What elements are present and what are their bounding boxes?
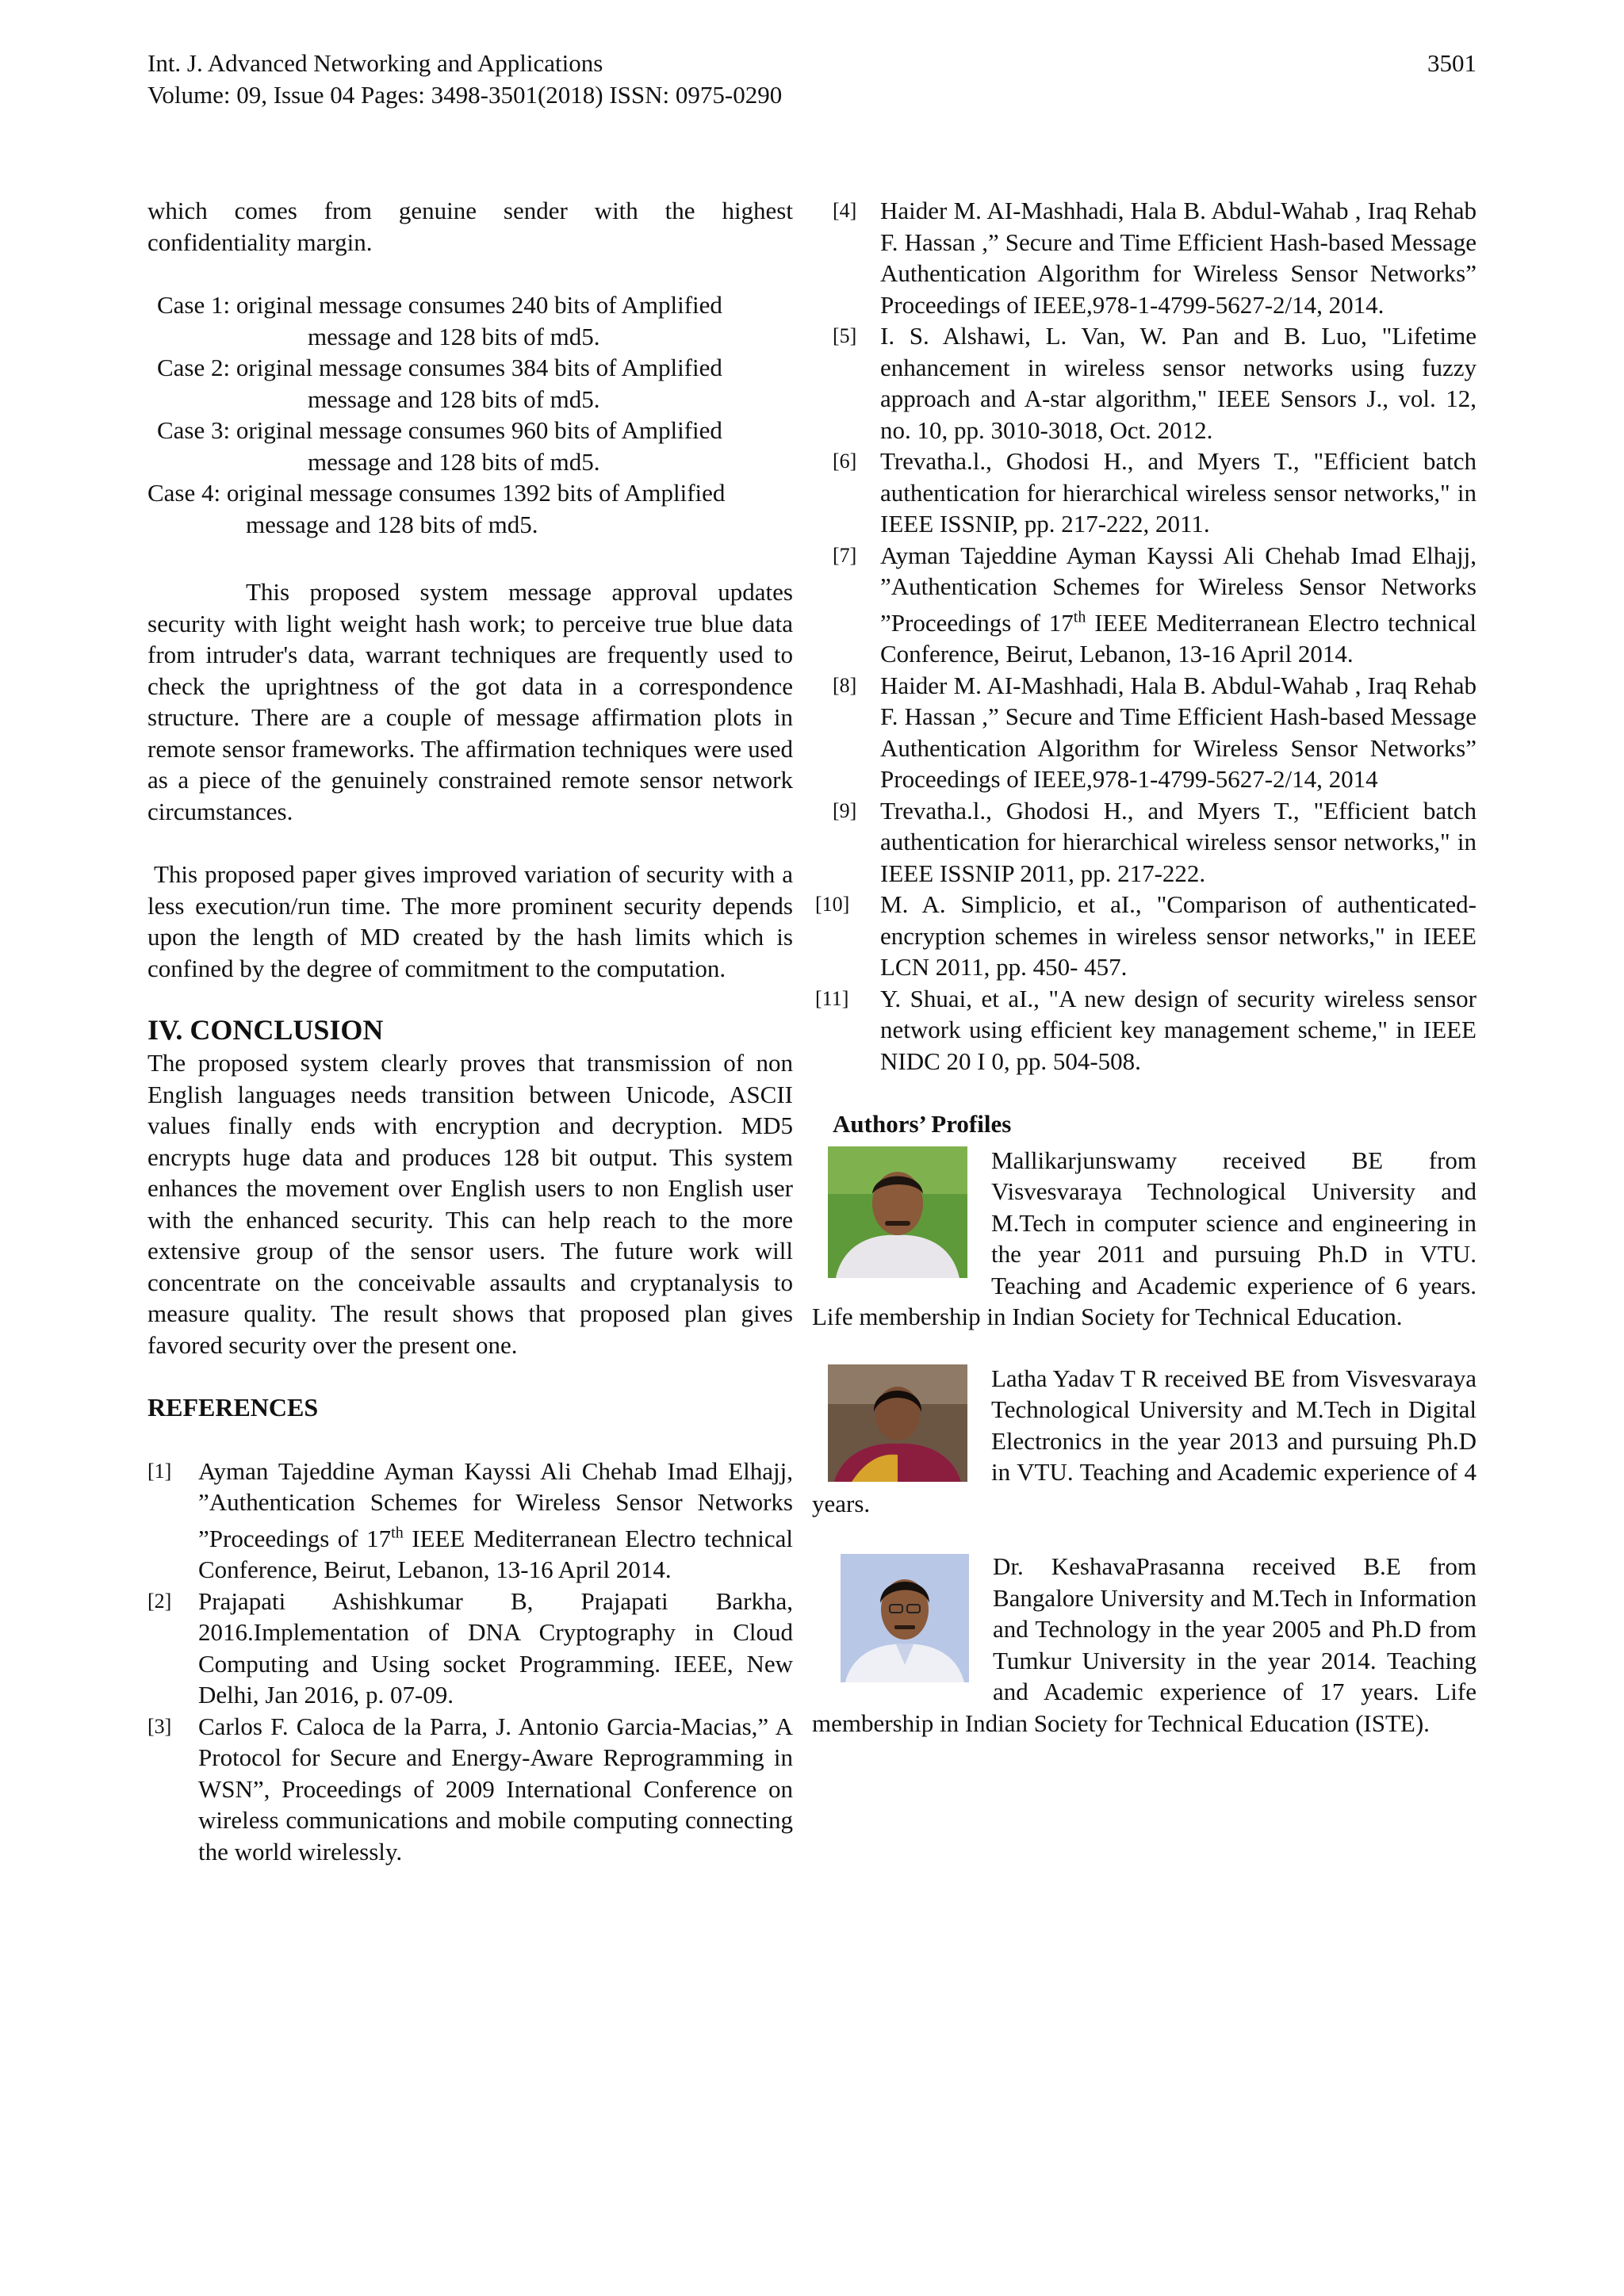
case-2: Case 2: original message consumes 384 bits of Amplified message and 128 bits of md5. (157, 354, 722, 413)
conclusion-text: The proposed system clearly proves that transmission of non English languages needs transition between Unicode, ASCII values finally ends with encryption and decryption. MD5 encrypts huge data and produces 128 bit output. This system enhances the movement over English users to non English user with the enhanced security. This can help reach to the more extensive group of the sensor users. The future work will concentrate on the conceivable assaults and cryptanalysis to measure quality. The result shows that proposed plan gives favored security over the present one. (147, 1049, 793, 1359)
author-profile (812, 1551, 1477, 1739)
reference-number: [1] (147, 1459, 172, 1483)
author-photo-image (841, 1554, 969, 1682)
body-paragraph-1: This proposed system message approval updates security with light weight hash work; to perceive true blue data from intruder's data, warrant techniques are frequently used to check the uprightness of the got data in a correspondence structure. There are a couple of message affirmation plots in remote sensor frameworks. The affirmation techniques were used as a piece of the genuinely constrained remote sensor network circumstances. (147, 578, 793, 825)
author-photo (841, 1554, 969, 1682)
reference-text: Haider M. AI-Mashhadi, Hala B. Abdul-Wahab , Iraq Rehab F. Hassan ,” Secure and Time Efficient Hash-based Message Authentication Algorithm for Wireless Sensor Networks” Proceedings of IEEE,978-1-4799-5627-2/14, 2014. (880, 197, 1477, 319)
reference-number: [8] (833, 673, 857, 697)
reference-number: [2] (147, 1589, 172, 1613)
author-bio: Dr. KeshavaPrasanna received B.E from Bangalore University and M.Tech in Information and Technology in the year 2005 and Ph.D from Tumkur University in the year 2014. Teaching and Academic experience of 17 years. Life membership in Indian Society for Technical Education (ISTE). (812, 1552, 1477, 1737)
journal-volume: Volume: 09, Issue 04 Pages: 3498-3501(2018) ISSN: 0975-0290 (147, 81, 783, 109)
reference-item (147, 1711, 793, 1868)
author-photo (828, 1146, 967, 1278)
reference-text: Trevatha.l., Ghodosi H., and Myers T., "Efficient batch authentication for hierarchical wireless sensor networks," in IEEE ISSNIP, pp. 217-222, 2011. (880, 447, 1477, 538)
right-column (812, 195, 1477, 1739)
author-photo-image (828, 1146, 967, 1278)
reference-number: [4] (833, 199, 857, 222)
reference-item (812, 670, 1477, 795)
reference-item (812, 795, 1477, 890)
reference-item (812, 195, 1477, 320)
reference-item (812, 889, 1477, 983)
reference-item (812, 540, 1477, 670)
left-column (147, 195, 793, 1867)
reference-text: Carlos F. Caloca de la Parra, J. Antonio Garcia-Macias,” A Protocol for Secure and Energy-Aware Reprogramming in WSN”, Proceedings of 2009 International Conference on wireless communications and mobile computing connecting the world wirelessly. (198, 1712, 793, 1866)
journal-title: Int. J. Advanced Networking and Applications (147, 49, 603, 77)
author-bio: Mallikarjunswamy received BE from Visvesvaraya Technological University and M.Tech in computer science and engineering in the year 2011 and pursuing Ph.D in VTU. Teaching and Academic experience of 6 years. Life membership in Indian Society for Technical Education. (812, 1146, 1477, 1331)
reference-number: [6] (833, 450, 857, 473)
reference-text: Y. Shuai, et aI., "A new design of security wireless sensor network using efficient key management scheme," in IEEE NIDC 20 I 0, pp. 504-508. (880, 984, 1477, 1075)
case-3: Case 3: original message consumes 960 bits of Amplified message and 128 bits of md5. (157, 416, 722, 476)
author-photo-image (828, 1364, 967, 1482)
reference-text: Prajapati Ashishkumar B, Prajapati Barkha, 2016.Implementation of DNA Cryptography in Cloud Computing and Using socket Programming. IEEE, New Delhi, Jan 2016, p. 07-09. (198, 1586, 793, 1709)
body-paragraph-2: This proposed paper gives improved variation of security with a less execution/run time. The more prominent security depends upon the length of MD created by the hash limits which is confined by the degree of commitment to the computation. (147, 860, 793, 982)
reference-text: Haider M. AI-Mashhadi, Hala B. Abdul-Wahab , Iraq Rehab F. Hassan ,” Secure and Time Efficient Hash-based Message Authentication Algorithm for Wireless Sensor Networks” Proceedings of IEEE,978-1-4799-5627-2/14, 2014 (880, 671, 1477, 794)
authors-heading: Authors’ Profiles (833, 1110, 1012, 1138)
conclusion-heading: IV. CONCLUSION (147, 1014, 384, 1046)
reference-text: Ayman Tajeddine Ayman Kayssi Ali Chehab Imad Elhajj, ”Authentication Schemes for Wireless Sensor Networks ”Proceedings of 17th IEEE Mediterranean Electro technical Conference, Beirut, Lebanon, 13-16 April 2014. (198, 1456, 793, 1584)
reference-item (812, 446, 1477, 540)
reference-number: [9] (833, 798, 857, 822)
reference-item (147, 1586, 793, 1711)
reference-item (812, 320, 1477, 446)
reference-text: Trevatha.l., Ghodosi H., and Myers T., "Efficient batch authentication for hierarchical wireless sensor networks," in IEEE ISSNIP 2011, pp. 217-222. (880, 796, 1477, 887)
running-header (147, 48, 1477, 111)
reference-item (812, 983, 1477, 1077)
author-profile (812, 1363, 1477, 1520)
reference-text: I. S. Alshawi, L. Van, W. Pan and B. Luo, "Lifetime enhancement in wireless sensor networks using fuzzy approach and A-star algorithm," IEEE Sensors J., vol. 12, no. 10, pp. 3010-3018, Oct. 2012. (880, 322, 1477, 444)
reference-item (147, 1456, 793, 1586)
author-profile (812, 1145, 1477, 1333)
reference-number: [3] (147, 1714, 172, 1738)
reference-number: [10] (815, 893, 850, 916)
reference-number: [7] (833, 543, 857, 567)
case-1: Case 1: original message consumes 240 bits of Amplified message and 128 bits of md5. (157, 291, 722, 350)
reference-number: [11] (815, 986, 849, 1010)
intro-text: which comes from genuine sender with the highest confidentiality margin. (147, 197, 793, 256)
reference-text: M. A. Simplicio, et aI., "Comparison of authenticated-encryption schemes in wireless sensor networks," in IEEE LCN 2011, pp. 450- 457. (880, 890, 1477, 982)
reference-text: Ayman Tajeddine Ayman Kayssi Ali Chehab Imad Elhajj, ”Authentication Schemes for Wireless Sensor Networks ”Proceedings of 17th IEEE Mediterranean Electro technical Conference, Beirut, Lebanon, 13-16 April 2014. (880, 541, 1477, 668)
author-photo (828, 1364, 967, 1482)
references-heading: REFERENCES (147, 1393, 319, 1422)
author-bio: Latha Yadav T R received BE from Visvesvaraya Technological University and M.Tech in Digital Electronics in the year 2013 and pursuing Ph.D in VTU. Teaching and Academic experience of 4 years. (812, 1364, 1477, 1517)
reference-number: [5] (833, 324, 857, 347)
page-number: 3501 (1427, 49, 1477, 77)
case-4: Case 4: original message consumes 1392 bits of Amplified message and 128 bits of md5. (147, 479, 726, 538)
